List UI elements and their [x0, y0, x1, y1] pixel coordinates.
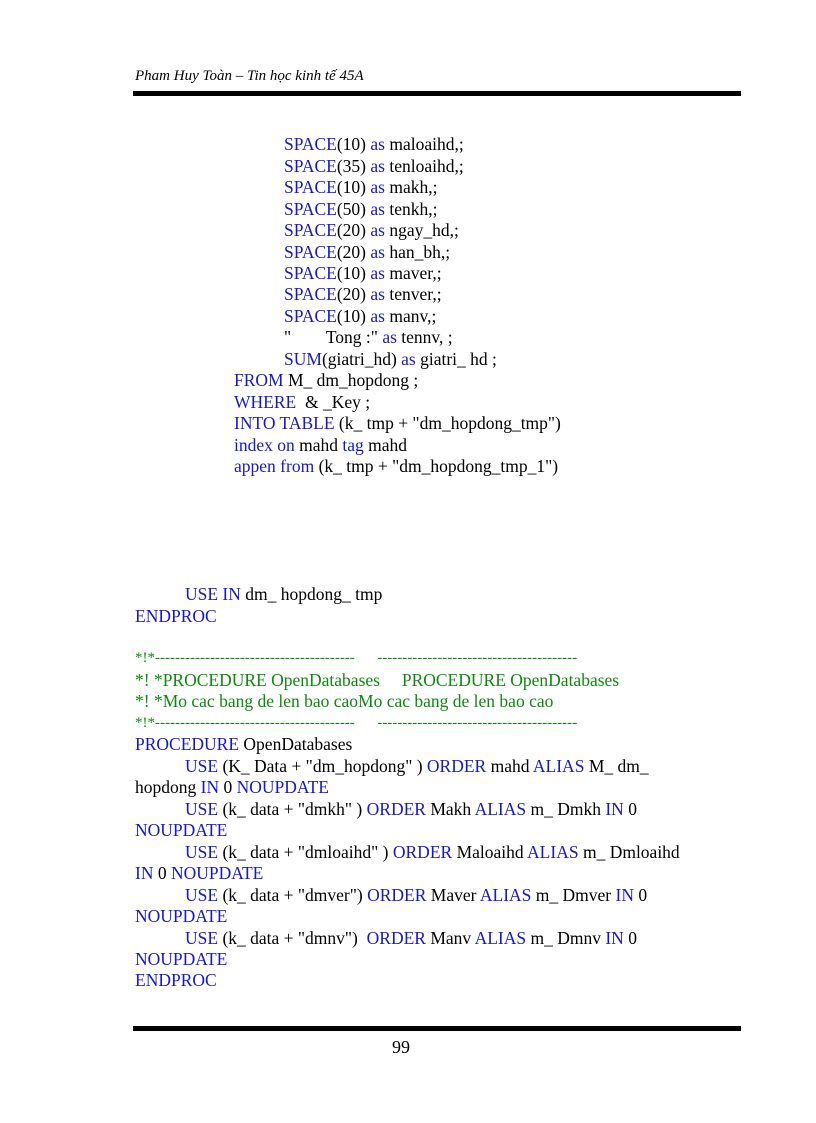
code-line: USE (k_ data + "dmloaihd" ) ORDER Maloaihd ALIAS m_ Dmloaihd [185, 842, 680, 862]
code-line: USE (k_ data + "dmnv") ORDER Manv ALIAS m_ Dmnv IN 0 [185, 928, 637, 948]
code-line: FROM M_ dm_hopdong ; [234, 370, 419, 390]
footer-rule [133, 1026, 741, 1031]
code-line: NOUPDATE [135, 820, 228, 840]
code-line: SPACE(35) as tenloaihd,; [284, 156, 464, 176]
comment-line: *!*---------------------------------------- ---------------------------------------- [135, 650, 578, 666]
code-line: hopdong IN 0 NOUPDATE [135, 777, 329, 797]
code-line: USE (K_ Data + "dm_hopdong" ) ORDER mahd ALIAS M_ dm_ [185, 756, 649, 776]
code-line: SPACE(20) as ngay_hd,; [284, 220, 459, 240]
code-line: SPACE(20) as han_bh,; [284, 242, 451, 262]
code-line: SPACE(10) as manv,; [284, 306, 437, 326]
comment-line: *! *PROCEDURE OpenDatabases PROCEDURE OpenDatabases [135, 670, 620, 690]
code-line: USE (k_ data + "dmkh" ) ORDER Makh ALIAS m_ Dmkh IN 0 [185, 799, 637, 819]
code-line: SPACE(50) as tenkh,; [284, 199, 438, 219]
page-header: Pham Huy Toàn – Tin học kinh tế 45A [135, 68, 364, 84]
code-line: USE IN dm_ hopdong_ tmp [185, 584, 383, 604]
code-line: INTO TABLE (k_ tmp + "dm_hopdong_tmp") [234, 413, 561, 433]
code-line: USE (k_ data + "dmver") ORDER Maver ALIAS m_ Dmver IN 0 [185, 885, 648, 905]
code-line: ENDPROC [135, 606, 217, 626]
code-line: SPACE(10) as maloaihd,; [284, 134, 464, 154]
code-line: NOUPDATE [135, 906, 228, 926]
code-line: SPACE(10) as maver,; [284, 263, 442, 283]
code-line: SPACE(10) as makh,; [284, 177, 438, 197]
code-line: IN 0 NOUPDATE [135, 863, 264, 883]
comment-line: *! *Mo cac bang de len bao caoMo cac bang de len bao cao [135, 691, 554, 711]
code-line: " Tong :" as tennv, ; [284, 327, 453, 347]
code-line: WHERE & _Key ; [234, 392, 371, 412]
code-line: ENDPROC [135, 970, 217, 990]
code-line: PROCEDURE OpenDatabases [135, 734, 353, 754]
comment-line: *!*---------------------------------------- ---------------------------------------- [135, 715, 578, 731]
header-rule [133, 91, 741, 96]
code-line: NOUPDATE [135, 949, 228, 969]
code-line: SUM(giatri_hd) as giatri_ hd ; [284, 349, 497, 369]
code-line: index on mahd tag mahd [234, 435, 408, 455]
code-line: appen from (k_ tmp + "dm_hopdong_tmp_1") [234, 456, 559, 476]
code-line: SPACE(20) as tenver,; [284, 284, 442, 304]
page-number: 99 [392, 1037, 410, 1057]
